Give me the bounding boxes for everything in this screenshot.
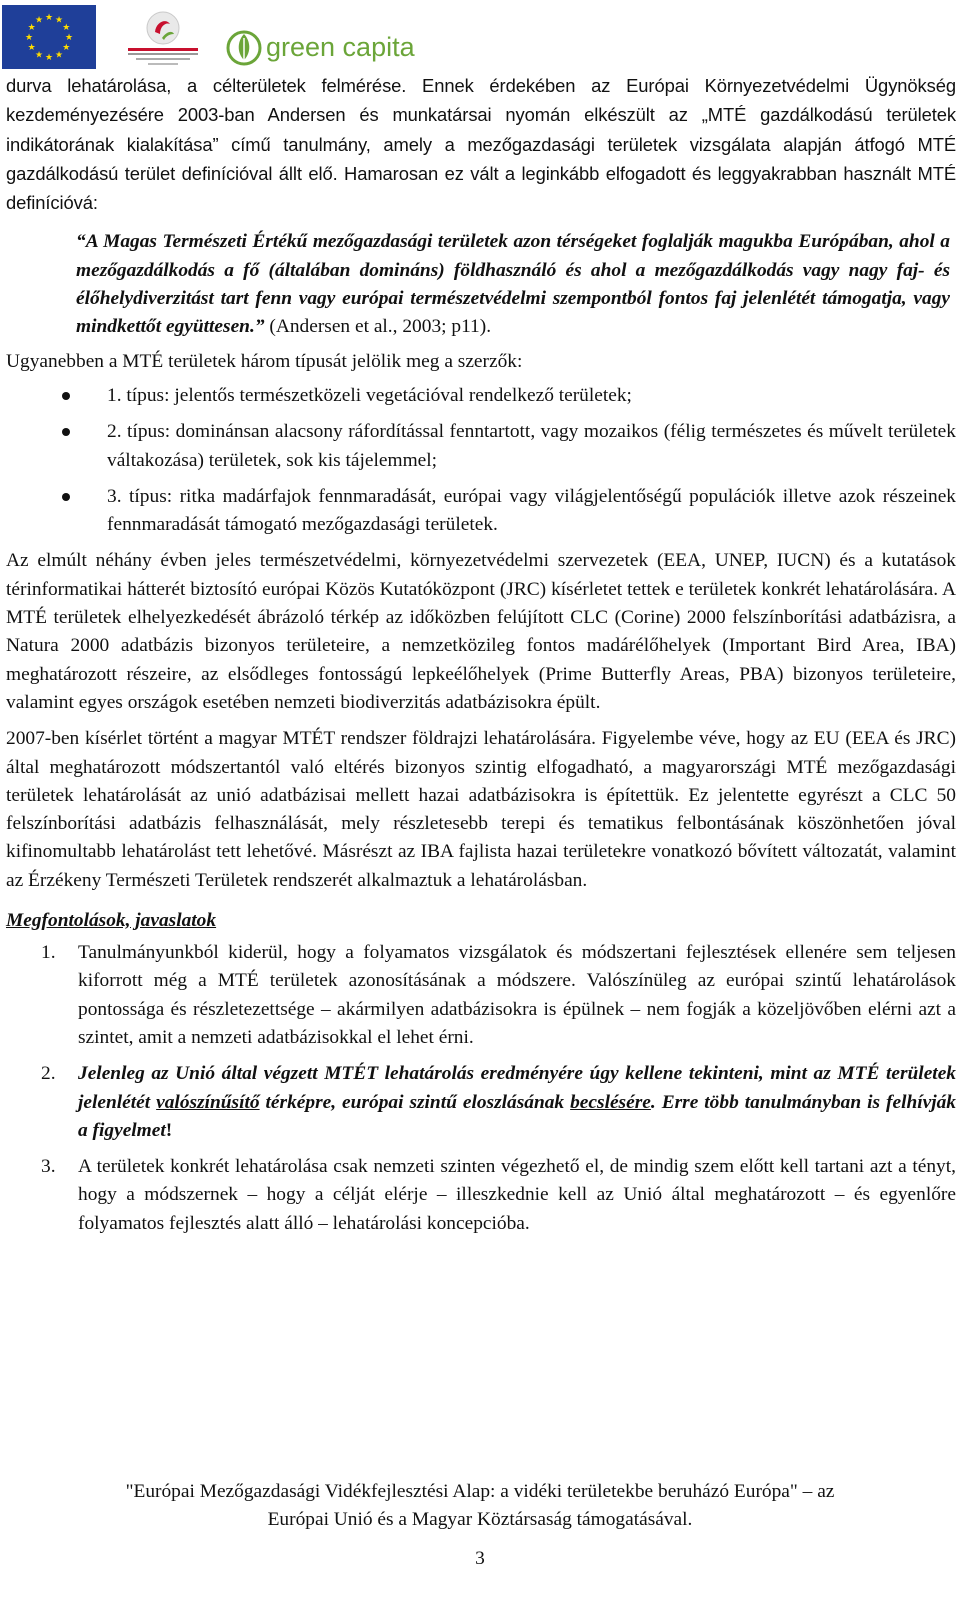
- footer-line: "Európai Mezőgazdasági Vidékfejlesztési Alap: a vidéki területekbe beruházó Európa" – az: [125, 1481, 835, 1502]
- list-item: 1. típus: jelentős természetközeli vegetációval rendelkező területek;: [6, 382, 956, 410]
- exclamation: !: [165, 1119, 173, 1141]
- paragraph-hungary-2007: 2007-ben kísérlet történt a magyar MTÉT rendszer földrajzi lehatárolására. Figyelembe véve, hogy az EU (EEA és JRC) által meghatározott módszertantól való eltérés bizonyos szintig elfogadható, a magyarországi MTÉ mezőgazdasági területek lehatárolását az unió adatbázisai mellett hazai adatbázisokra is építettük. Ez jelentette egyrészt a CLC 50 felszínborítási adatbázis felhasználását, mely részletesebb terepi és tematikus felbontásának köszönhetően jóval kifinomultabb lehatárolást tett lehetővé. Másrészt az IBA fajlista hazai területekre vonatkozó bővített változatát, valamint az Érzékeny Természeti Területek rendszerét alkalmaztuk a lehatárolásban.: [6, 728, 956, 891]
- eu-flag-icon: [2, 5, 96, 69]
- list-item: [6, 939, 956, 1052]
- recommendation-text: A területek konkrét lehatárolása csak nemzeti szinten végezhető el, de mindig szem előtt kell tartani azt a tényt, hogy a módszernek – hogy a célját elérje – illeszkednie kell az Unió által meghatározott – és egyenlőre folyamatos fejlesztés alatt álló – lehatárolási koncepcióba.: [78, 1156, 956, 1234]
- star-icon: ★: [54, 14, 64, 25]
- star-icon: ★: [64, 32, 74, 42]
- green-capital-logo: [226, 26, 416, 68]
- page-header: [0, 0, 960, 70]
- star-icon: ★: [34, 49, 44, 60]
- star-icon: ★: [34, 14, 44, 25]
- star-icon: ★: [27, 22, 36, 32]
- types-list: [6, 382, 956, 539]
- star-icon: ★: [44, 12, 54, 22]
- definition-quote: [76, 228, 950, 341]
- quote-text: “A Magas Természeti Értékű mezőgazdasági területek azon térségeket foglalják magukba Európában, ahol a mezőgazdálkodás a fő (általában domináns) földhasználó és ahol a mezőgazdálkodás vagy nagy faj- és élőhelydiverzitást tart fenn vagy európai természetvédelmi szempontból fontos faj jelenlétét támogatja, vagy mindkettőt együttesen.”: [76, 231, 950, 338]
- green-capital-wordmark: green capital: [266, 32, 416, 62]
- star-icon: ★: [27, 42, 36, 52]
- recommendation-text: . Erre több tanulmányban is felhívják a figyelmet: [78, 1091, 957, 1141]
- list-number: 1.: [41, 942, 56, 964]
- page-number: 3: [475, 1548, 485, 1569]
- list-item: [6, 1060, 956, 1145]
- page-footer: [0, 1478, 960, 1534]
- types-intro: Ugyanebben a MTÉ területek három típusát jelölik meg a szerzők:: [6, 350, 523, 372]
- footer-line: Európai Unió és a Magyar Köztársaság támogatásával.: [267, 1509, 693, 1530]
- list-number: 2.: [41, 1063, 56, 1085]
- recommendation-text: Jelenleg az Unió által végzett MTÉT lehatárolás eredményére úgy kellene tekinteni, mint az MTÉ területek jelenlétét: [78, 1063, 956, 1113]
- star-icon: ★: [24, 32, 34, 42]
- list-item: [6, 1153, 956, 1238]
- recommendation-text: Tanulmányunkból kiderül, hogy a folyamatos vizsgálatok és módszertani fejlesztések ellenére sem teljesen kiforrott még a MTÉ területek azonosításának a módszere. Valószínüleg az európai szintű lehatárolások pontossága és részletezettsége – akármilyen adatbázisokra is épülnek – nem fogják a közeljövőben elérni azt a szintet, amit a nemzeti adatbázisokkal el lehet érni.: [78, 942, 956, 1048]
- recommendation-text: térképre, európai szintű eloszlásának: [259, 1091, 571, 1113]
- intro-continuation: durva lehatárolása, a célterületek felmérése.: [6, 75, 407, 96]
- underlined-term: valószínűsítő: [156, 1091, 260, 1113]
- list-number: 3.: [41, 1156, 56, 1178]
- intro-paragraph: [6, 72, 956, 218]
- list-item: 3. típus: ritka madárfajok fennmaradását, európai vagy világjelentőségű populációk illetve azok részeinek fennmaradását támogató mezőgazdasági területek.: [6, 483, 956, 540]
- star-icon: ★: [54, 49, 64, 60]
- uj-magyarorszag-logo: [122, 8, 204, 68]
- star-icon: ★: [44, 52, 54, 62]
- document-body: [6, 72, 956, 1246]
- intro-text: Ennek érdekében az Európai Környezetvédelmi Ügynökség kezdeményezésére 2003-ban Andersen és munkatársai nyomán elkészült az „MTÉ gazdálkodású területek indikátorának kialakítása” című tanulmány, amely a mezőgazdasági területek vizsgálata alapján átfogó MTÉ gazdálkodású terület definícióval állt elő. Hamarosan ez vált a leginkább elfogadott és leggyakrabban használt MTÉ definícióvá:: [6, 75, 956, 214]
- list-item: 2. típus: dominánsan alacsony ráfordítással fenntartott, vagy mozaikos (félig természetes és művelt területek váltakozása) területek, sok kis tájelemmel;: [6, 418, 956, 475]
- section-title: Megfontolások, javaslatok: [6, 910, 217, 932]
- quote-citation: (Andersen et al., 2003; p11).: [264, 316, 492, 338]
- paragraph-organizations: Az elmúlt néhány évben jeles természetvédelmi, környezetvédelmi szervezetek (EEA, UNEP, IUCN) és a kutatások térinformatikai hátterét biztosító európai Közös Kutatóközpont (JRC) kísérletet tettek e területek konkrét lehatárolására. A MTÉ területek elhelyezkedését ábrázoló térkép az időközben felújított CLC (Corine) 2000 felszínborítási adatbázisra, a Natura 2000 adatbázis bizonyos területeire, a nemzetközileg fontos madárélőhelyek (Important Bird Area, IBA) meghatározott részeire, az elsődleges fontosságú lepkeélőhelyek (Prime Butterfly Areas, PBA) bizonyos területeire, valamint egyes országok esetében nemzeti biodiverzitás adatbázisokra épült.: [6, 550, 956, 713]
- star-icon: ★: [62, 42, 71, 52]
- recommendations-list: [6, 939, 956, 1238]
- underlined-term: becslésére: [570, 1091, 651, 1113]
- star-icon: ★: [62, 22, 71, 32]
